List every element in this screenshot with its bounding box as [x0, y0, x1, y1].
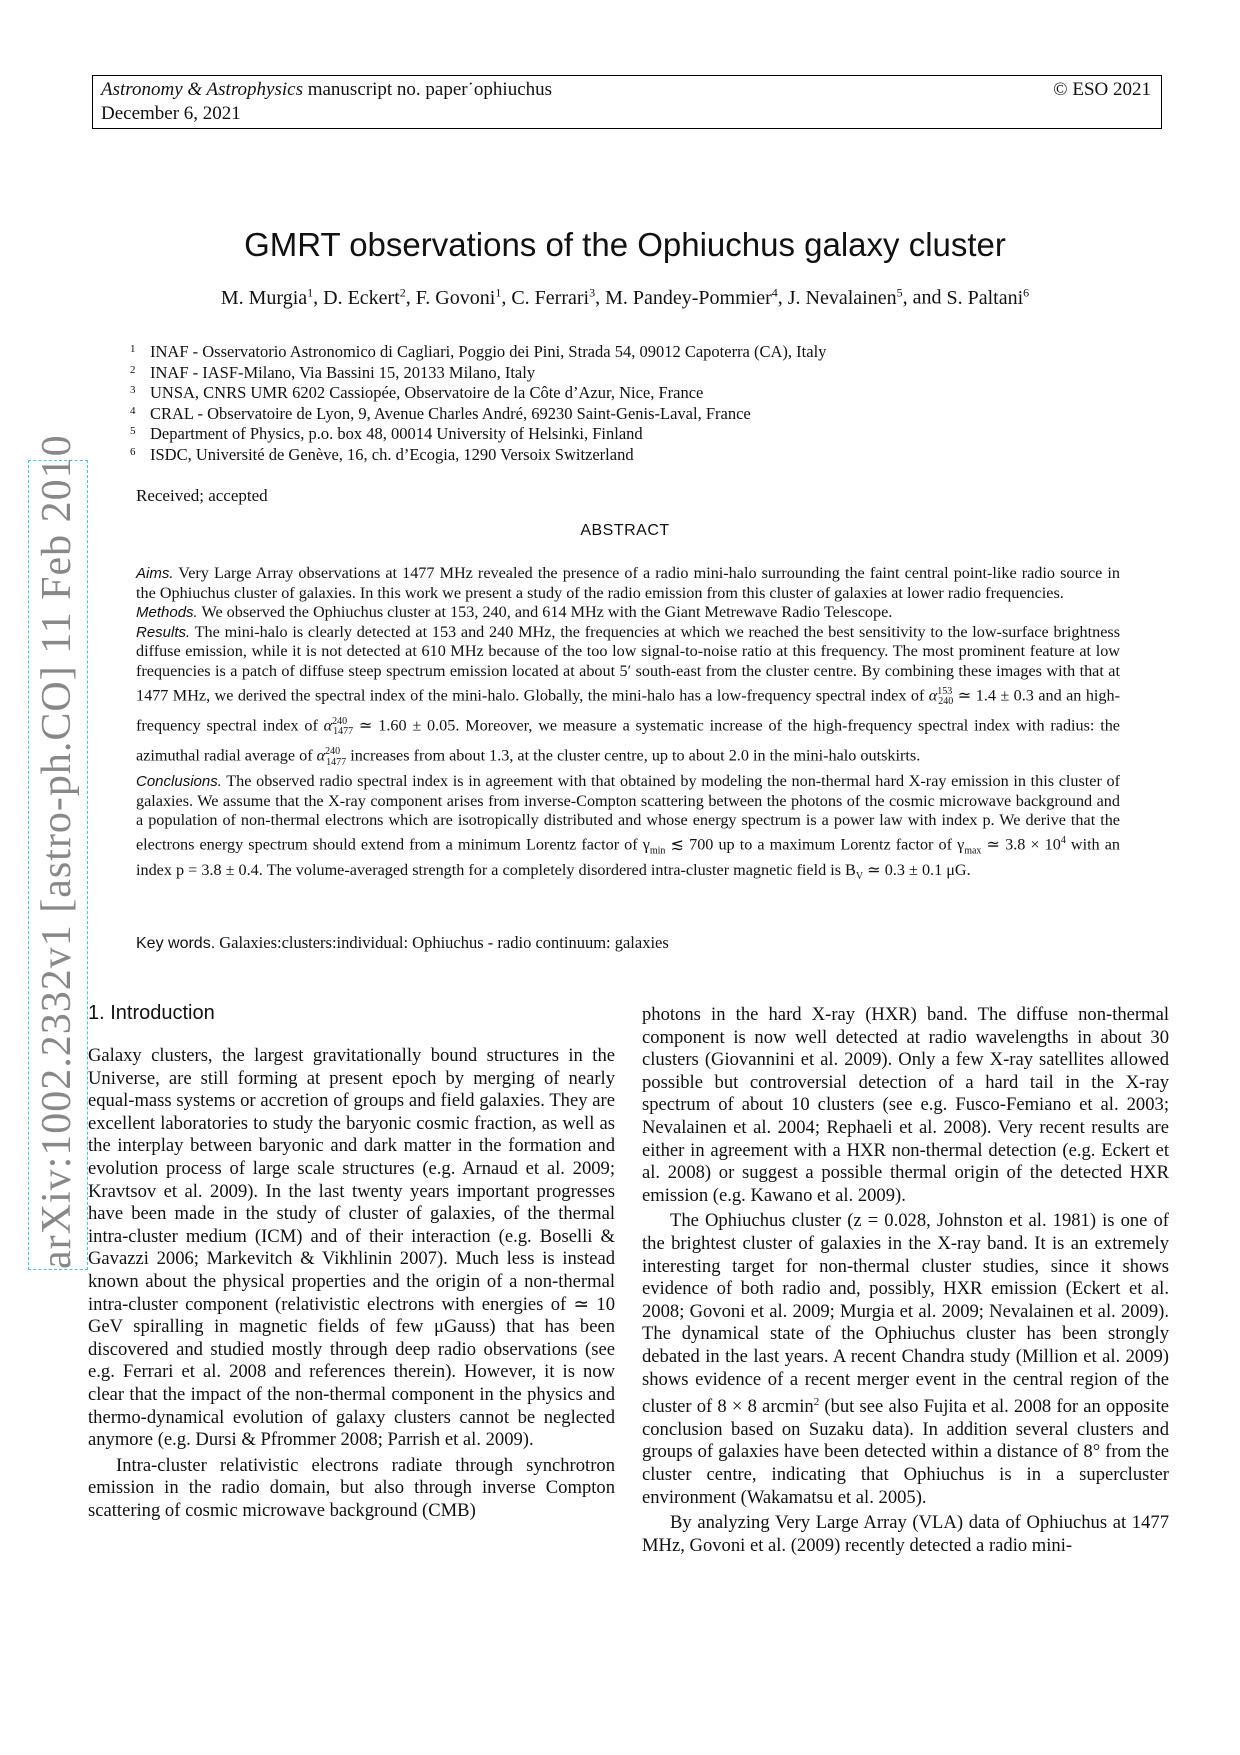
- keywords: [136, 933, 1120, 953]
- keywords-label: Key words.: [136, 935, 216, 952]
- section-heading: 1. Introduction: [88, 1002, 215, 1024]
- body-paragraph: Galaxy clusters, the largest gravitationally bound structures in the Universe, are still forming at present epoch by merging of nearly equal-mass systems or accretion of groups and field galaxies. They are excellent laboratories to study the baryonic cosmic fraction, as well as the interplay between baryonic and dark matter in the formation and evolution process of large scale structures (e.g. Arnaud et al. 2009; Kravtsov et al. 2009). In the last twenty years important progresses have been made in the study of cluster of galaxies, of the thermal intra-cluster medium (ICM) and of their interaction (e.g. Boselli & Gavazzi 2006; Markevitch & Vikhlinin 2007). Much less is instead known about the physical properties and the origin of a non-thermal intra-cluster component (relativistic electrons with energies of ≃ 10 GeV spiralling in magnetic fields of few μGauss) that has been discovered and studied mostly through deep radio observations (see e.g. Ferrari et al. 2008 and references therein). However, it is now clear that the impact of the non-thermal component in the physics and thermo-dynamical evolution of galaxy clusters cannot be neglected anymore (e.g. Dursi & Pfrommer 2008; Parrish et al. 2009).: [88, 1045, 615, 1451]
- keywords-text: Galaxies:clusters:individual: Ophiuchus - radio continuum: galaxies: [215, 933, 669, 952]
- affiliation: 2 INAF - IASF-Milano, Via Bassini 15, 20133 Milano, Italy: [130, 362, 536, 382]
- journal-name: Astronomy & Astrophysics: [101, 79, 303, 100]
- affiliation: 5 Department of Physics, p.o. box 48, 00014 University of Helsinki, Finland: [130, 424, 643, 443]
- author: S. Paltani$^6$: [946, 285, 1030, 309]
- arxiv-id-link[interactable]: arXiv:1002.2332v1 [astro-ph.CO] 11 Feb 2010: [28, 460, 88, 1270]
- manuscript-id: manuscript no. paper˙ophiuchus: [302, 79, 553, 100]
- body-paragraph: By analyzing Very Large Array (VLA) data of Ophiuchus at 1477 MHz, Govoni et al. (2009) recently detected a radio mini-: [642, 1512, 1169, 1556]
- header-line-1: [101, 78, 1153, 102]
- affiliation-list: [130, 342, 1130, 465]
- author: M. Pandey-Pommier$^4$: [605, 285, 778, 309]
- body-column-right: [642, 1004, 1169, 1560]
- header-date: December 6, 2021: [101, 103, 241, 124]
- paper-title: GMRT observations of the Ophiuchus galaxy cluster: [244, 226, 1006, 263]
- affiliation: 6 ISDC, Université de Genève, 16, ch. d’Ecogia, 1290 Versoix Switzerland: [130, 444, 634, 464]
- abstract-heading: ABSTRACT: [580, 522, 670, 539]
- body-column-left: [88, 1045, 615, 1525]
- copyright: © ESO 2021: [1053, 79, 1151, 100]
- body-paragraph: photons in the hard X-ray (HXR) band. The diffuse non-thermal component is now well detected at radio wavelengths in about 30 clusters (Giovannini et al. 2009). Only a few X-ray satellites allowed possible but controversial detection of a hard tail in the X-ray spectrum of about 10 clusters (see e.g. Fusco-Femiano et al. 2003; Nevalainen et al. 2004; Rephaeli et al. 2008). Very recent results are either in agreement with a HXR non-thermal detection (e.g. Eckert et al. 2008) or suggest a possible thermal origin of the detected HXR emission (e.g. Kawano et al. 2009).: [642, 1004, 1169, 1206]
- abstract-body: [136, 564, 1120, 887]
- author: D. Eckert$^2$: [323, 285, 406, 309]
- journal-header: [92, 75, 1162, 129]
- affiliation: 4 CRAL - Observatoire de Lyon, 9, Avenue Charles André, 69230 Saint-Genis-Laval, France: [130, 403, 751, 423]
- author: J. Nevalainen$^5$: [787, 285, 903, 309]
- abstract-results: Results. The mini-halo is clearly detected at 153 and 240 MHz, the frequencies at which we reached the best sensitivity to the low-surface brightness diffuse emission, while it is not detected at 610 MHz because of the too low signal-to-noise ratio at this frequency. The most prominent feature at low frequencies is a patch of diffuse steep spectrum emission located at about 5′ south-east from the cluster centre. By combining these images with that at 1477 MHz, we derived the spectral index of the mini-halo. Globally, the mini-halo has a low-frequency spectral index of $\alpha^{153}_{240}$ ≃ 1.4 ± 0.3 and an high-frequency spectral index of $\alpha^{240}_{1477}$ ≃ 1.60 ± 0.05. Moreover, we measure a systematic increase of the high-frequency spectral index with radius: the azimuthal radial average of $\alpha^{240}_{1477}$ increases from about 1.3, at the cluster centre, up to about 2.0 in the mini-halo outskirts.: [136, 622, 1120, 768]
- abstract-conclusions: Conclusions. The observed radio spectral index is in agreement with that obtained by modeling the non-thermal hard X-ray emission in this cluster of galaxies. We assume that the X-ray component arises from inverse-Compton scattering between the photons of the cosmic microwave background and a population of non-thermal electrons which are isotropically distributed and whose energy spectrum is a power law with index p. We derive that the electrons energy spectrum should extend from a minimum Lorentz factor of $\gamma_{min}$ ≲ 700 up to a maximum Lorentz factor of $\gamma_{max}$ ≃ $3.8 \times 10^4$ with an index p = 3.8 ± 0.4. The volume-averaged strength for a completely disordered intra-cluster magnetic field is $B_V$ ≃ 0.3 ± 0.1 μG.: [136, 772, 1120, 883]
- abstract-methods: Methods. We observed the Ophiuchus cluster at 153, 240, and 614 MHz with the Giant Metrewave Radio Telescope.: [136, 603, 893, 622]
- author-list: M. Murgia$^1$, D. Eckert$^2$, F. Govoni$^1$, C. Ferrari$^3$, M. Pandey-Pommier$^4$, J. Nevalainen$^5$, and S. Paltani$^6$: [220, 285, 1030, 309]
- affiliation: 3 UNSA, CNRS UMR 6202 Cassiopée, Observatoire de la Côte d’Azur, Nice, France: [130, 383, 704, 402]
- author: M. Murgia$^1$: [220, 285, 314, 309]
- author: F. Govoni$^1$: [415, 285, 502, 309]
- abstract-aims: Aims. Very Large Array observations at 1477 MHz revealed the presence of a radio mini-halo surrounding the faint central point-like radio source in the Ophiuchus cluster of galaxies. In this work we present a study of the radio emission from this cluster of galaxies at lower radio frequencies.: [136, 564, 1120, 602]
- affiliation: 1 INAF - Osservatorio Astronomico di Cagliari, Poggio dei Pini, Strada 54, 09012 Capoterra (CA), Italy: [130, 342, 827, 361]
- body-paragraph: Intra-cluster relativistic electrons radiate through synchrotron emission in the radio domain, but also through inverse Compton scattering of cosmic microwave background (CMB): [88, 1454, 615, 1521]
- author: C. Ferrari$^3$: [511, 285, 596, 309]
- received-line: Received; accepted: [136, 486, 268, 505]
- arxiv-sidebar: [28, 434, 88, 1270]
- body-paragraph: The Ophiuchus cluster (z = 0.028, Johnston et al. 1981) is one of the brightest cluster of galaxies in the X-ray band. It is an extremely interesting target for non-thermal cluster studies, since it shows evidence of both radio and, possibly, HXR emission (Eckert et al. 2008; Govoni et al. 2009; Murgia et al. 2009; Nevalainen et al. 2009). The dynamical state of the Ophiuchus cluster has been strongly debated in the last years. A recent Chandra study (Million et al. 2009) shows evidence of a recent merger event in the central region of the cluster of 8 × 8 arcmin$^2$ (but see also Fujita et al. 2008 for an opposite conclusion based on Suzaku data). In addition several clusters and groups of galaxies have been detected within a distance of 8° from the cluster centre, indicating that Ophiuchus is in a supercluster environment (Wakamatsu et al. 2005).: [642, 1210, 1169, 1508]
